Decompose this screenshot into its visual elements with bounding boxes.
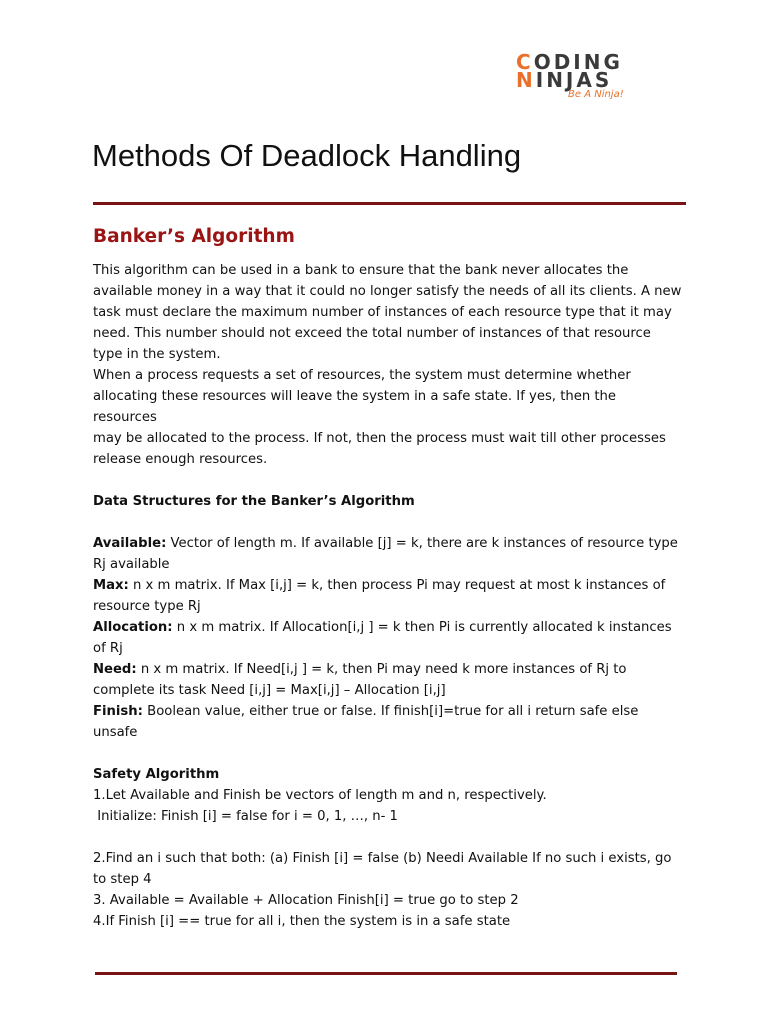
intro-line: This algorithm can be used in a bank to ensure that the bank never allocates the (93, 263, 629, 278)
intro-line: When a process requests a set of resources, the system must determine whether (93, 368, 631, 383)
logo-line-1-rest: ODING (533, 50, 623, 74)
definition-term: Max: (93, 578, 129, 593)
definition-need (93, 659, 683, 680)
definition-max (93, 575, 683, 596)
spacer (93, 470, 683, 491)
definition-term: Allocation: (93, 620, 173, 635)
definition-text: Boolean value, either true or false. If finish[i]=true for all i return safe else unsafe (93, 704, 639, 740)
definition-continuation: Rj available (93, 557, 170, 572)
safety-step: to step 4 (93, 872, 152, 887)
intro-line: need. This number should not exceed the total number of instances of that resource (93, 326, 651, 341)
safety-step: 4.If Finish [i] == true for all i, then the system is in a safe state (93, 914, 511, 929)
definition-term: Finish: (93, 704, 143, 719)
definition-text: n x m matrix. If Max [i,j] = k, then process Pi may request at most k instances of (128, 578, 666, 593)
intro-line: type in the system. (93, 347, 221, 362)
spacer (93, 512, 683, 533)
data-structures-heading: Data Structures for the Banker’s Algorithm (93, 494, 415, 509)
intro-line: release enough resources. (93, 452, 268, 467)
definition-term: Available: (93, 536, 167, 551)
definition-text: Vector of length m. If available [j] = k, there are k instances of resource type (166, 536, 678, 551)
logo-line-2-rest: INJAS (535, 68, 613, 92)
definition-term: Need: (93, 662, 137, 677)
intro-line: may be allocated to the process. If not, then the process must wait till other processes (93, 431, 666, 446)
document-title: Methods Of Deadlock Handling (92, 138, 522, 173)
document-body (93, 260, 683, 932)
intro-line: task must declare the maximum number of instances of each resource type that it may (93, 305, 672, 320)
safety-step: Initialize: Finish [i] = false for i = 0, 1, …, n- 1 (93, 809, 398, 824)
definition-text: n x m matrix. If Need[i,j ] = k, then Pi may need k more instances of Rj to (136, 662, 627, 677)
definition-available (93, 533, 683, 554)
safety-step: 2.Find an i such that both: (a) Finish [i] = false (b) Needi Available If no such i exists, go (93, 851, 672, 866)
coding-ninjas-logo (516, 50, 634, 102)
safety-step: 3. Available = Available + Allocation Finish[i] = true go to step 2 (93, 893, 519, 908)
logo-line-1-initial: C (516, 50, 534, 74)
definition-continuation: resource type Rj (93, 599, 201, 614)
bottom-divider (95, 972, 677, 975)
definition-continuation: of Rj (93, 641, 123, 656)
safety-algorithm-heading: Safety Algorithm (93, 767, 220, 782)
definition-text: n x m matrix. If Allocation[i,j ] = k then Pi is currently allocated k instances (172, 620, 672, 635)
spacer (93, 827, 683, 848)
section-heading: Banker’s Algorithm (93, 226, 295, 247)
definition-allocation (93, 617, 683, 638)
logo-line-2 (516, 70, 612, 90)
spacer (93, 743, 683, 764)
intro-line: allocating these resources will leave the system in a safe state. If yes, then the resources (93, 389, 617, 425)
definition-continuation: complete its task Need [i,j] = Max[i,j] – Allocation [i,j] (93, 683, 446, 698)
logo-line-2-initial: N (516, 68, 536, 92)
safety-step: 1.Let Available and Finish be vectors of length m and n, respectively. (93, 788, 547, 803)
logo-tagline: Be A Ninja! (568, 89, 624, 100)
top-divider (93, 202, 686, 205)
intro-line: available money in a way that it could no longer satisfy the needs of all its clients. A new (93, 284, 682, 299)
definition-finish (93, 701, 683, 743)
